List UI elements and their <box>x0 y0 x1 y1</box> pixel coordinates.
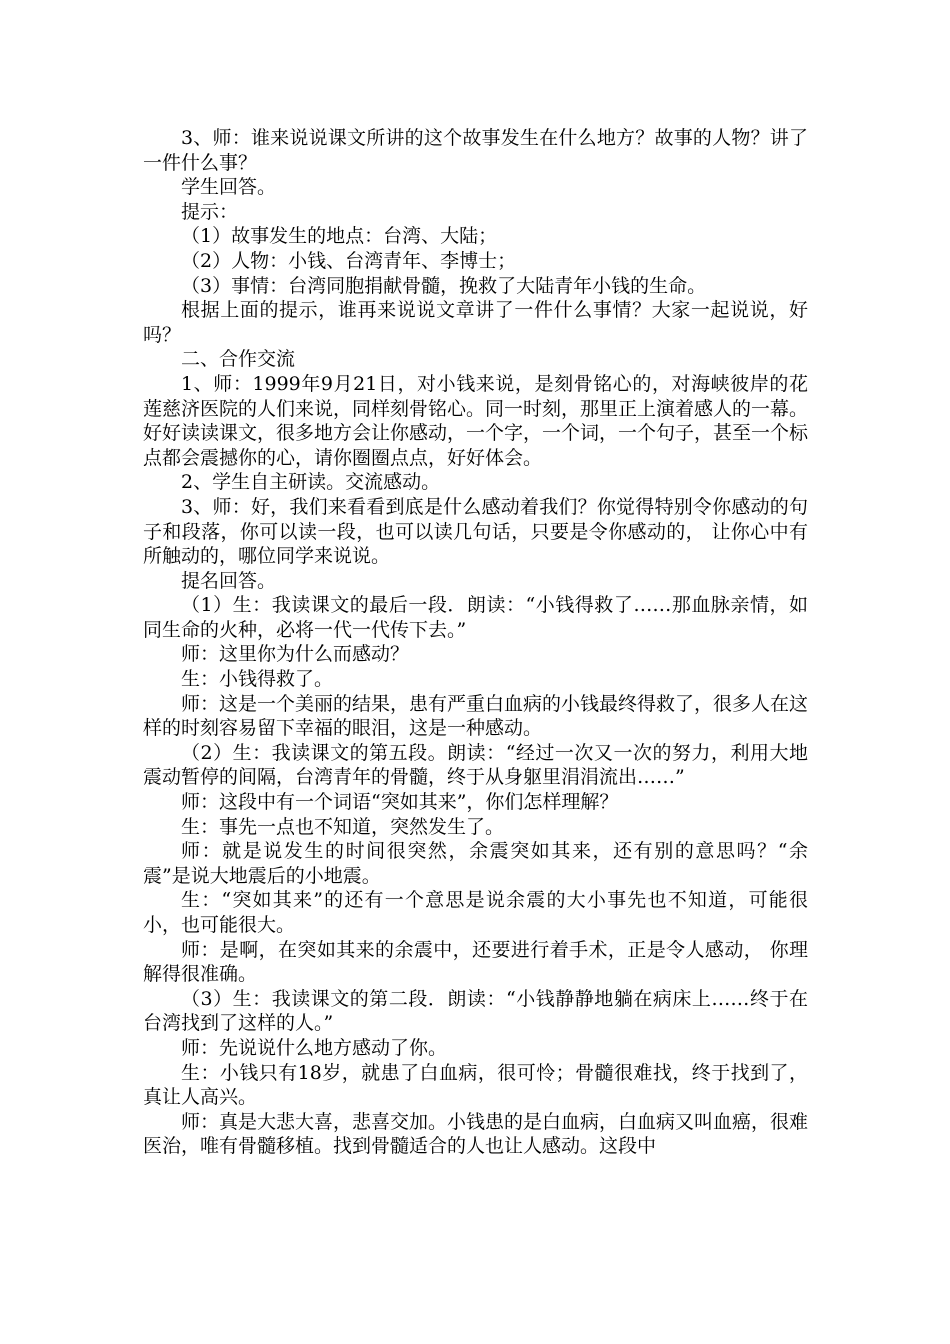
paragraph: 1、师：1999年9月21日，对小钱来说，是刻骨铭心的，对海峡彼岸的花莲慈济医院的人们来说，同样刻骨铭心。同一时刻，那里正上演着感人的一幕。好好读读课文，很多地方会让你感动，一个字，一个词，一个句子，甚至一个标点都会震撼你的心，请你圈圈点点，好好体会。 <box>143 372 809 469</box>
paragraph: 生：事先一点也不知道，突然发生了。 <box>181 815 505 838</box>
paragraph: 提示： <box>181 200 239 223</box>
paragraph: 3、师：谁来说说课文所讲的这个故事发生在什么地方？故事的人物？讲了一件什么事？ <box>143 127 808 174</box>
paragraph: 根据上面的提示，谁再来说说文章讲了一件什么事情？大家一起说说，好吗？ <box>143 299 808 346</box>
paragraph: 师：是啊，在突如其来的余震中，还要进行着手术，正是令人感动， 你理解得很准确。 <box>143 938 808 986</box>
paragraph: 学生回答。 <box>181 176 277 199</box>
paragraph: （1）故事发生的地点：台湾、大陆； <box>181 225 498 248</box>
paragraph: （1）生：我读课文的最后一段．朗读：“小钱得救了……那血脉亲情，如同生命的火种，必将一代一代传下去。” <box>143 594 808 641</box>
paragraph: 生：“突如其来”的还有一个意思是说余震的大小事先也不知道，可能很小，也可能很大。 <box>143 889 808 936</box>
paragraph: （2）人物：小钱、台湾青年、李博士； <box>181 249 517 272</box>
document-body <box>143 126 808 1159</box>
paragraph: （3）生：我读课文的第二段．朗读：“小钱静静地躺在病床上……终于在台湾找到了这样的人。” <box>143 987 808 1035</box>
paragraph: 生：小钱只有18岁，就患了白血病，很可怜；骨髓很难找，终于找到了， 真让人高兴。 <box>143 1061 808 1109</box>
paragraph: 2、学生自主研读。交流感动。 <box>181 471 441 494</box>
paragraph: 师：这段中有一个词语“突如其来”，你们怎样理解？ <box>181 791 619 814</box>
paragraph: 师：真是大悲大喜，悲喜交加。小钱患的是白血病，白血病又叫血癌，很难医治，唯有骨髓移植。找到骨髓适合的人也让人感动。这段中 <box>143 1110 809 1158</box>
paragraph: 师：这是一个美丽的结果，患有严重白血病的小钱最终得救了，很多人在这样的时刻容易留下幸福的眼泪，这是一种感动。 <box>143 692 809 740</box>
paragraph: （2）生：我读课文的第五段。朗读：“经过一次又一次的努力，利用大地震动暂停的间隔，台湾青年的骨髓，终于从身躯里涓涓流出……” <box>143 741 808 789</box>
section-heading: 二、合作交流 <box>181 348 296 371</box>
paragraph: 提名回答。 <box>181 569 277 592</box>
paragraph: （3）事情：台湾同胞捐献骨髓，挽救了大陆青年小钱的生命。 <box>181 274 707 297</box>
paragraph: 师：这里你为什么而感动？ <box>181 643 410 666</box>
paragraph: 师：就是说发生的时间很突然，余震突如其来，还有别的意思吗？“余震”是说大地震后的小地震。 <box>143 840 808 887</box>
paragraph: 师：先说说什么地方感动了你。 <box>181 1036 448 1059</box>
paragraph: 生：小钱得救了。 <box>181 668 334 691</box>
paragraph: 3、师：好，我们来看看到底是什么感动着我们？你觉得特别令你感动的句子和段落，你可以读一段，也可以读几句话，只要是令你感动的， 让你心中有所触动的，哪位同学来说说。 <box>143 495 808 568</box>
